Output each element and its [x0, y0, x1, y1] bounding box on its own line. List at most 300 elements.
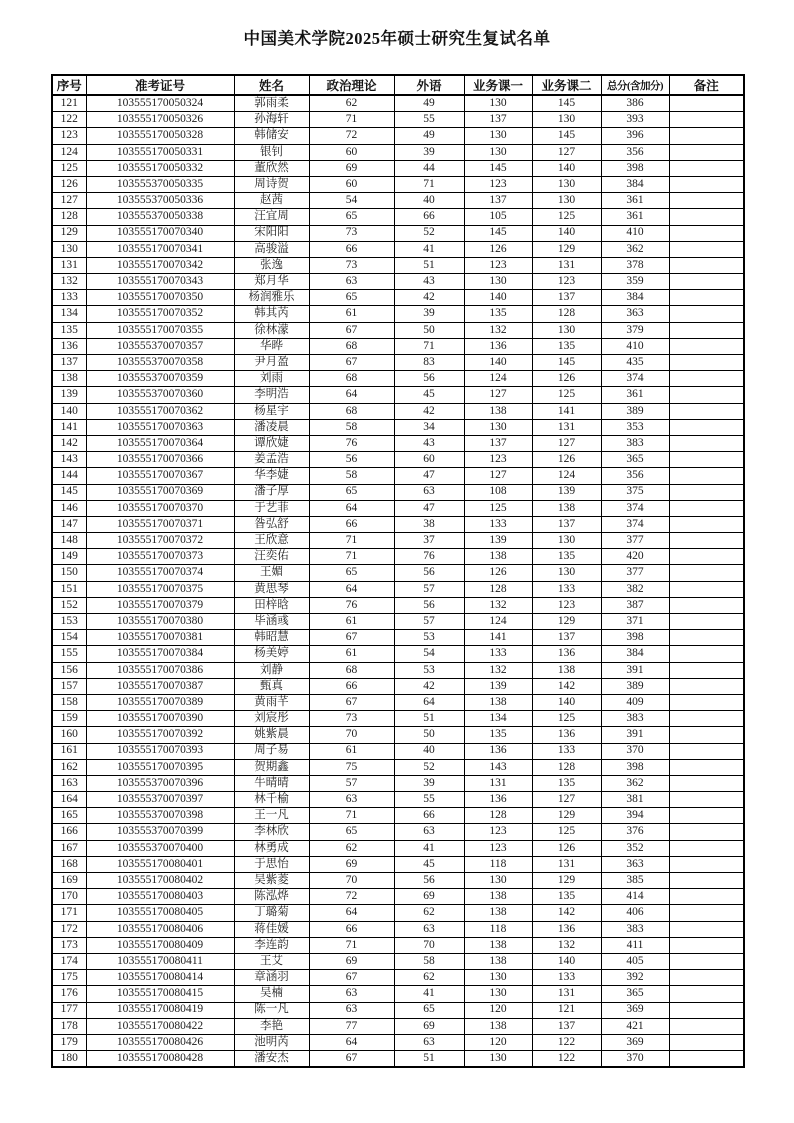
table-cell: 38 — [394, 516, 464, 532]
table-cell: 129 — [532, 614, 601, 630]
table-cell: 384 — [601, 176, 669, 192]
table-cell: 140 — [52, 403, 86, 419]
table-cell: 68 — [309, 371, 394, 387]
table-cell: 138 — [464, 953, 532, 969]
table-cell: 150 — [52, 565, 86, 581]
table-cell: 王媚 — [234, 565, 309, 581]
table-cell: 吴楠 — [234, 986, 309, 1002]
table-cell — [669, 759, 744, 775]
table-cell: 389 — [601, 403, 669, 419]
table-cell: 103555170070380 — [86, 614, 234, 630]
table-cell: 353 — [601, 419, 669, 435]
table-cell — [669, 371, 744, 387]
table-cell: 60 — [309, 144, 394, 160]
table-row — [52, 759, 744, 775]
table-cell: 66 — [309, 678, 394, 694]
table-cell: 孙海轩 — [234, 112, 309, 128]
table-cell: 51 — [394, 257, 464, 273]
table-cell: 135 — [464, 306, 532, 322]
table-cell: 汪奕佑 — [234, 549, 309, 565]
table-cell — [669, 630, 744, 646]
table-row — [52, 921, 744, 937]
table-cell: 138 — [464, 889, 532, 905]
table-cell: 134 — [52, 306, 86, 322]
table-cell: 韩昭慧 — [234, 630, 309, 646]
table-cell: 于艺菲 — [234, 500, 309, 516]
table-cell: 143 — [464, 759, 532, 775]
table-cell: 67 — [309, 322, 394, 338]
table-cell: 361 — [601, 193, 669, 209]
table-cell: 135 — [532, 338, 601, 354]
table-cell: 68 — [309, 338, 394, 354]
table-cell: 168 — [52, 856, 86, 872]
table-cell: 158 — [52, 694, 86, 710]
results-table — [51, 74, 745, 1068]
table-cell: 139 — [464, 533, 532, 549]
table-cell: 384 — [601, 290, 669, 306]
table-cell: 131 — [532, 856, 601, 872]
table-cell: 58 — [394, 953, 464, 969]
table-cell — [669, 533, 744, 549]
table-cell — [669, 241, 744, 257]
table-cell: 140 — [532, 953, 601, 969]
table-cell: 377 — [601, 533, 669, 549]
table-row — [52, 565, 744, 581]
table-cell — [669, 355, 744, 371]
table-cell: 丁璐菊 — [234, 905, 309, 921]
table-cell: 董欣然 — [234, 160, 309, 176]
table-row — [52, 257, 744, 273]
table-cell — [669, 290, 744, 306]
table-row — [52, 937, 744, 953]
table-cell: 152 — [52, 597, 86, 613]
table-row — [52, 355, 744, 371]
table-cell: 125 — [464, 500, 532, 516]
table-cell: 田梓晗 — [234, 597, 309, 613]
table-cell: 103555170070367 — [86, 468, 234, 484]
table-cell: 刘雨 — [234, 371, 309, 387]
table-cell: 103555170070340 — [86, 225, 234, 241]
table-cell: 163 — [52, 775, 86, 791]
table-cell: 73 — [309, 225, 394, 241]
table-row — [52, 792, 744, 808]
table-cell: 67 — [309, 694, 394, 710]
table-cell: 34 — [394, 419, 464, 435]
table-cell: 64 — [309, 581, 394, 597]
table-cell: 103555170070390 — [86, 711, 234, 727]
table-cell: 133 — [464, 646, 532, 662]
table-cell: 63 — [309, 274, 394, 290]
table-cell: 60 — [394, 452, 464, 468]
table-cell: 103555170080428 — [86, 1051, 234, 1068]
table-cell: 103555170070355 — [86, 322, 234, 338]
table-cell: 63 — [394, 484, 464, 500]
table-cell: 125 — [52, 160, 86, 176]
table-cell: 123 — [464, 176, 532, 192]
table-cell: 53 — [394, 630, 464, 646]
table-cell: 56 — [309, 452, 394, 468]
table-cell: 103555170080419 — [86, 1002, 234, 1018]
table-cell: 108 — [464, 484, 532, 500]
table-cell: 132 — [52, 274, 86, 290]
table-cell: 125 — [532, 711, 601, 727]
table-row — [52, 193, 744, 209]
table-cell: 54 — [309, 193, 394, 209]
table-cell: 394 — [601, 808, 669, 824]
table-cell: 176 — [52, 986, 86, 1002]
column-header-3: 政治理论 — [309, 75, 394, 95]
table-cell: 37 — [394, 533, 464, 549]
table-cell: 389 — [601, 678, 669, 694]
table-cell: 363 — [601, 306, 669, 322]
table-row — [52, 678, 744, 694]
table-row — [52, 970, 744, 986]
table-cell: 149 — [52, 549, 86, 565]
table-cell: 73 — [309, 257, 394, 273]
table-cell: 73 — [309, 711, 394, 727]
table-cell — [669, 193, 744, 209]
table-cell: 130 — [464, 419, 532, 435]
column-header-8: 备注 — [669, 75, 744, 95]
table-cell: 103555170070341 — [86, 241, 234, 257]
table-cell: 黄雨芊 — [234, 694, 309, 710]
table-cell: 56 — [394, 565, 464, 581]
column-header-0: 序号 — [52, 75, 86, 95]
table-cell: 133 — [532, 743, 601, 759]
table-cell: 54 — [394, 646, 464, 662]
table-cell — [669, 387, 744, 403]
table-cell: 47 — [394, 468, 464, 484]
table-cell: 398 — [601, 759, 669, 775]
table-cell: 66 — [309, 241, 394, 257]
column-header-1: 准考证号 — [86, 75, 234, 95]
table-cell — [669, 921, 744, 937]
table-cell: 71 — [394, 338, 464, 354]
table-cell: 75 — [309, 759, 394, 775]
table-row — [52, 1002, 744, 1018]
table-row — [52, 986, 744, 1002]
table-cell: 362 — [601, 241, 669, 257]
table-cell: 76 — [309, 435, 394, 451]
table-cell: 130 — [464, 95, 532, 112]
table-cell: 103555370070357 — [86, 338, 234, 354]
table-cell — [669, 905, 744, 921]
table-cell: 103555170080426 — [86, 1034, 234, 1050]
table-cell: 175 — [52, 970, 86, 986]
table-cell: 103555170070342 — [86, 257, 234, 273]
table-row — [52, 419, 744, 435]
table-cell: 103555370070358 — [86, 355, 234, 371]
table-cell: 55 — [394, 792, 464, 808]
table-cell: 130 — [532, 322, 601, 338]
table-cell: 65 — [309, 484, 394, 500]
table-cell: 131 — [464, 775, 532, 791]
column-header-6: 业务课二 — [532, 75, 601, 95]
table-cell: 371 — [601, 614, 669, 630]
table-cell — [669, 743, 744, 759]
table-row — [52, 808, 744, 824]
table-cell: 391 — [601, 727, 669, 743]
table-cell: 103555170070371 — [86, 516, 234, 532]
table-cell — [669, 274, 744, 290]
table-cell — [669, 840, 744, 856]
table-cell: 62 — [394, 970, 464, 986]
table-cell: 68 — [309, 403, 394, 419]
table-cell: 76 — [394, 549, 464, 565]
table-cell: 昝弘舒 — [234, 516, 309, 532]
table-cell: 140 — [532, 225, 601, 241]
table-cell: 103555170080402 — [86, 873, 234, 889]
table-cell: 135 — [52, 322, 86, 338]
table-cell: 103555170070384 — [86, 646, 234, 662]
table-cell: 103555170070369 — [86, 484, 234, 500]
table-row — [52, 290, 744, 306]
table-row — [52, 1051, 744, 1068]
table-cell: 145 — [464, 225, 532, 241]
table-cell: 170 — [52, 889, 86, 905]
table-cell: 132 — [532, 937, 601, 953]
table-cell: 103555370070396 — [86, 775, 234, 791]
table-cell: 174 — [52, 953, 86, 969]
table-row — [52, 225, 744, 241]
table-cell: 吴紫菱 — [234, 873, 309, 889]
table-cell: 145 — [532, 95, 601, 112]
table-cell: 145 — [52, 484, 86, 500]
table-cell: 154 — [52, 630, 86, 646]
table-cell: 363 — [601, 856, 669, 872]
table-cell: 137 — [532, 516, 601, 532]
table-cell: 83 — [394, 355, 464, 371]
table-cell: 66 — [394, 209, 464, 225]
table-cell: 135 — [532, 775, 601, 791]
table-cell: 178 — [52, 1018, 86, 1034]
table-cell: 123 — [532, 597, 601, 613]
table-cell: 58 — [309, 419, 394, 435]
table-cell: 361 — [601, 209, 669, 225]
table-cell: 126 — [532, 452, 601, 468]
table-row — [52, 824, 744, 840]
table-cell: 126 — [532, 840, 601, 856]
table-row — [52, 468, 744, 484]
table-cell: 128 — [532, 759, 601, 775]
table-cell: 103555170070392 — [86, 727, 234, 743]
table-cell: 50 — [394, 727, 464, 743]
table-cell: 122 — [532, 1034, 601, 1050]
table-cell: 398 — [601, 160, 669, 176]
table-cell: 138 — [532, 500, 601, 516]
table-cell: 128 — [52, 209, 86, 225]
table-cell: 39 — [394, 775, 464, 791]
table-cell: 156 — [52, 662, 86, 678]
table-cell: 139 — [532, 484, 601, 500]
table-cell: 103555370070400 — [86, 840, 234, 856]
table-cell: 142 — [532, 905, 601, 921]
table-cell — [669, 516, 744, 532]
table-cell: 56 — [394, 597, 464, 613]
table-cell — [669, 646, 744, 662]
table-cell: 377 — [601, 565, 669, 581]
table-cell: 103555170080411 — [86, 953, 234, 969]
table-cell: 50 — [394, 322, 464, 338]
table-cell: 63 — [394, 824, 464, 840]
table-cell — [669, 808, 744, 824]
table-cell: 63 — [394, 1034, 464, 1050]
table-cell: 120 — [464, 1002, 532, 1018]
table-cell: 45 — [394, 387, 464, 403]
table-cell: 147 — [52, 516, 86, 532]
table-cell: 374 — [601, 371, 669, 387]
table-cell: 103555170080403 — [86, 889, 234, 905]
table-cell: 140 — [532, 160, 601, 176]
table-cell — [669, 176, 744, 192]
table-cell: 42 — [394, 678, 464, 694]
table-cell: 167 — [52, 840, 86, 856]
table-cell: 127 — [464, 468, 532, 484]
table-cell: 63 — [309, 792, 394, 808]
table-cell: 137 — [532, 290, 601, 306]
table-cell: 138 — [464, 403, 532, 419]
table-cell: 140 — [464, 290, 532, 306]
table-cell: 130 — [464, 873, 532, 889]
table-cell: 103555170070366 — [86, 452, 234, 468]
column-header-7: 总分(含加分) — [601, 75, 669, 95]
table-cell: 103555170080415 — [86, 986, 234, 1002]
table-cell: 43 — [394, 274, 464, 290]
table-cell: 62 — [309, 840, 394, 856]
table-cell: 137 — [464, 112, 532, 128]
table-cell: 142 — [52, 435, 86, 451]
table-cell: 李艳 — [234, 1018, 309, 1034]
table-row — [52, 1034, 744, 1050]
table-cell — [669, 727, 744, 743]
table-cell: 章涵羽 — [234, 970, 309, 986]
table-cell: 137 — [532, 630, 601, 646]
table-cell: 127 — [532, 792, 601, 808]
table-cell: 139 — [464, 678, 532, 694]
table-cell: 潘子厚 — [234, 484, 309, 500]
table-cell: 421 — [601, 1018, 669, 1034]
table-cell — [669, 873, 744, 889]
table-cell: 386 — [601, 95, 669, 112]
table-cell: 62 — [309, 95, 394, 112]
table-cell: 65 — [309, 565, 394, 581]
table-cell: 123 — [532, 274, 601, 290]
table-cell: 383 — [601, 711, 669, 727]
table-cell: 刘宸彤 — [234, 711, 309, 727]
table-cell: 高骏溢 — [234, 241, 309, 257]
table-cell: 369 — [601, 1002, 669, 1018]
table-cell — [669, 711, 744, 727]
table-cell: 381 — [601, 792, 669, 808]
table-cell: 71 — [394, 176, 464, 192]
table-cell: 41 — [394, 241, 464, 257]
table-cell: 103555170070363 — [86, 419, 234, 435]
table-cell: 71 — [309, 937, 394, 953]
table-cell — [669, 970, 744, 986]
table-cell: 70 — [309, 873, 394, 889]
table-cell: 汪宜周 — [234, 209, 309, 225]
table-cell: 130 — [464, 986, 532, 1002]
table-cell: 103555170070389 — [86, 694, 234, 710]
table-cell: 122 — [52, 112, 86, 128]
table-row — [52, 338, 744, 354]
table-cell: 165 — [52, 808, 86, 824]
table-cell: 359 — [601, 274, 669, 290]
table-cell: 67 — [309, 970, 394, 986]
table-cell: 129 — [532, 808, 601, 824]
table-cell: 172 — [52, 921, 86, 937]
table-cell — [669, 452, 744, 468]
table-cell: 118 — [464, 856, 532, 872]
table-cell: 郭雨柔 — [234, 95, 309, 112]
table-cell: 103555370070397 — [86, 792, 234, 808]
table-cell: 376 — [601, 824, 669, 840]
table-cell: 130 — [532, 533, 601, 549]
table-cell: 68 — [309, 662, 394, 678]
table-cell: 44 — [394, 160, 464, 176]
table-cell: 49 — [394, 95, 464, 112]
table-cell: 103555370070399 — [86, 824, 234, 840]
table-row — [52, 856, 744, 872]
table-cell: 145 — [532, 355, 601, 371]
table-cell: 157 — [52, 678, 86, 694]
table-cell: 103555370050335 — [86, 176, 234, 192]
table-cell: 103555170070370 — [86, 500, 234, 516]
table-cell — [669, 435, 744, 451]
table-cell: 103555170070387 — [86, 678, 234, 694]
table-cell: 118 — [464, 921, 532, 937]
table-cell: 陈泓烨 — [234, 889, 309, 905]
table-cell: 杨星宇 — [234, 403, 309, 419]
table-cell — [669, 565, 744, 581]
table-cell: 65 — [394, 1002, 464, 1018]
table-cell: 134 — [464, 711, 532, 727]
table-cell — [669, 225, 744, 241]
table-row — [52, 112, 744, 128]
table-cell: 银钊 — [234, 144, 309, 160]
table-cell: 39 — [394, 144, 464, 160]
table-cell: 138 — [464, 1018, 532, 1034]
table-cell: 177 — [52, 1002, 86, 1018]
table-cell: 133 — [464, 516, 532, 532]
table-cell: 41 — [394, 840, 464, 856]
table-cell: 173 — [52, 937, 86, 953]
table-cell: 57 — [394, 614, 464, 630]
table-cell: 127 — [532, 144, 601, 160]
table-cell: 370 — [601, 1051, 669, 1068]
table-cell: 135 — [532, 549, 601, 565]
table-cell: 华李婕 — [234, 468, 309, 484]
table-cell: 384 — [601, 646, 669, 662]
table-cell: 411 — [601, 937, 669, 953]
table-cell: 124 — [464, 371, 532, 387]
table-cell: 61 — [309, 646, 394, 662]
table-cell: 103555170080405 — [86, 905, 234, 921]
table-cell: 365 — [601, 986, 669, 1002]
table-cell: 123 — [464, 840, 532, 856]
table-row — [52, 95, 744, 112]
table-cell — [669, 144, 744, 160]
table-cell: 155 — [52, 646, 86, 662]
table-cell: 49 — [394, 128, 464, 144]
table-cell: 62 — [394, 905, 464, 921]
table-cell: 63 — [309, 986, 394, 1002]
table-cell: 55 — [394, 112, 464, 128]
table-cell: 138 — [464, 549, 532, 565]
table-cell: 130 — [532, 112, 601, 128]
table-cell: 127 — [52, 193, 86, 209]
table-cell: 141 — [532, 403, 601, 419]
